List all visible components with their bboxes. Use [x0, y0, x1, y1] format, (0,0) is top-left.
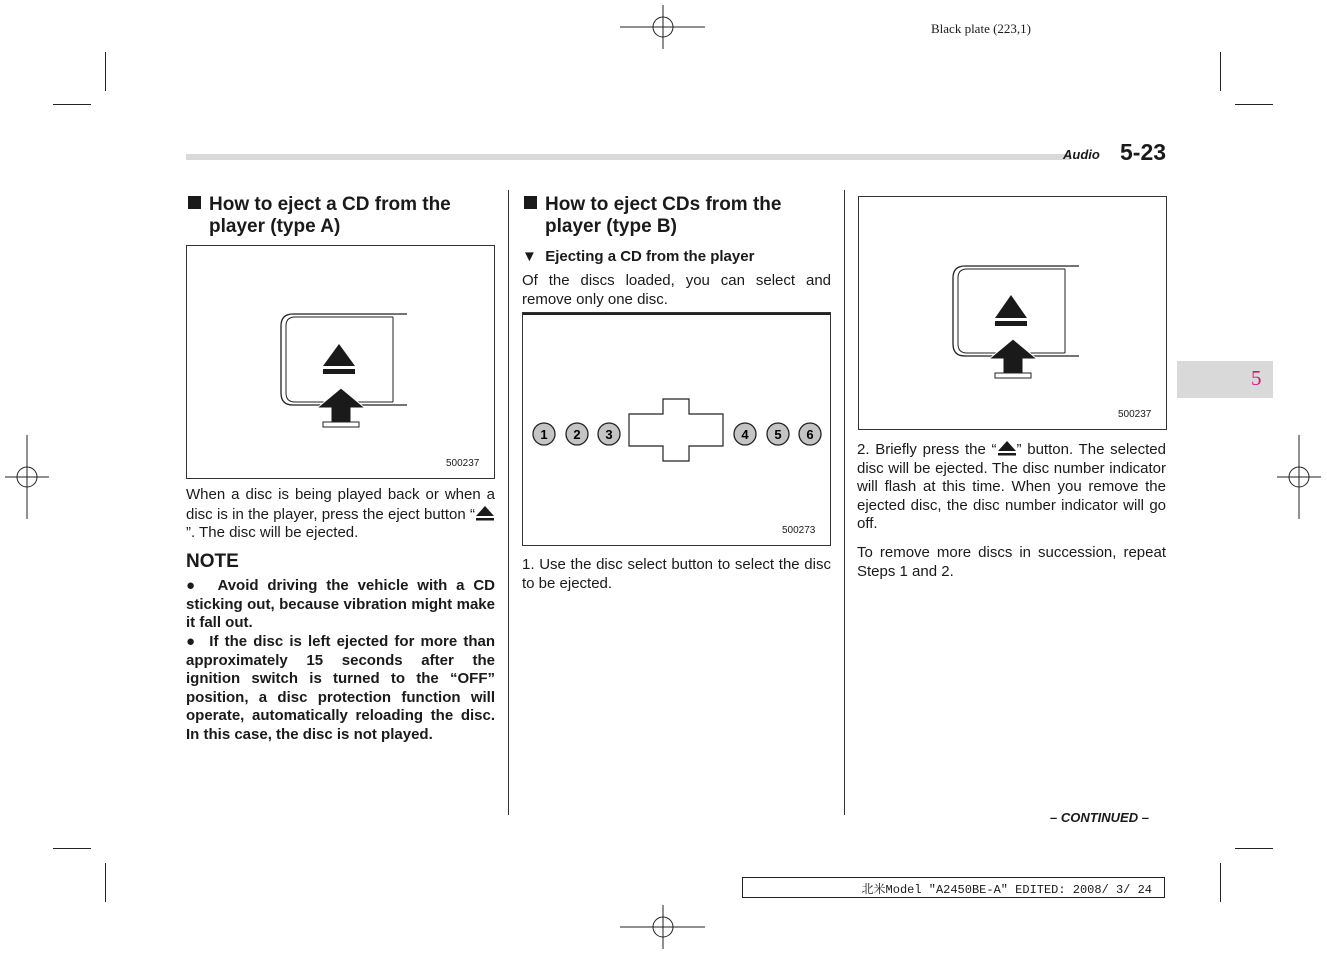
note-item: ● Avoid driving the vehicle with a CD sticking out, because vibration might make it fall out.: [186, 577, 495, 631]
eject-icon: [475, 505, 495, 521]
subheading: ▼ Ejecting a CD from the player: [522, 248, 755, 265]
disc-select-button-3[interactable]: [598, 423, 620, 445]
section-heading-type-b: How to eject CDs from the player (type B): [524, 194, 834, 238]
plate-label: Black plate (223,1): [931, 21, 1031, 36]
eject-button-illustration: [859, 197, 1166, 429]
figure-code: 500237: [446, 458, 480, 469]
eject-button-illustration: [187, 246, 494, 478]
chapter-tab: [1177, 361, 1273, 398]
footer-edit-info: 北米Model "A2450BE-A" EDITED: 2008/ 3/ 24: [742, 877, 1165, 898]
disc-number-label: 2: [573, 427, 581, 442]
disc-number-label: 5: [774, 427, 782, 442]
column-divider: [844, 190, 845, 815]
eject-icon: [995, 295, 1027, 326]
note-title: NOTE: [186, 551, 239, 572]
square-bullet-icon: [188, 196, 201, 209]
disc-select-button-5[interactable]: [767, 423, 789, 445]
figure-code: 500273: [782, 525, 816, 536]
step-2-text: 2. Briefly press the “ ” button. The selected disc will be ejected. The disc number indicator will flash at this time. When you remove the ejected disc, the disc number indicator will go off.: [857, 441, 1166, 532]
eject-icon: [323, 344, 355, 374]
continued-label: – CONTINUED –: [1050, 810, 1149, 825]
disc-select-panel: [523, 313, 830, 545]
column-divider: [508, 190, 509, 815]
section-heading-type-a: How to eject a CD from the player (type A): [188, 194, 498, 238]
disc-select-button-1[interactable]: [533, 423, 555, 445]
intro-text: Of the discs loaded, you can select and remove only one disc.: [522, 272, 831, 308]
disc-number-label: 3: [605, 427, 613, 442]
press-arrow-icon: [989, 339, 1037, 378]
header-bar: [186, 154, 1070, 160]
disc-number-label: 1: [540, 427, 548, 442]
step-1-text: 1. Use the disc select button to select the disc to be ejected.: [522, 556, 831, 592]
note-item: ● If the disc is left ejected for more than approximately 15 seconds after the ignition switch is turned to the “OFF” position, a disc protection function will operate, automatically reloading the disc. In this case, the disc is not played.: [186, 633, 495, 743]
chapter-number: 5: [1251, 366, 1262, 390]
disc-select-button-6[interactable]: [799, 423, 821, 445]
press-arrow-icon: [317, 388, 365, 427]
repeat-steps-text: To remove more discs in succession, repeat Steps 1 and 2.: [857, 544, 1166, 580]
disc-select-figure: [522, 312, 831, 546]
eject-button-figure: [186, 245, 495, 479]
disc-select-button-2[interactable]: [566, 423, 588, 445]
disc-select-button-4[interactable]: [734, 423, 756, 445]
disc-number-label: 4: [741, 427, 749, 442]
control-pad: [629, 399, 723, 461]
square-bullet-icon: [524, 196, 537, 209]
disc-number-label: 6: [806, 427, 814, 442]
page-number: 5-23: [1120, 139, 1167, 165]
eject-button-figure: [858, 196, 1167, 430]
section-title: Audio: [1063, 147, 1100, 162]
body-text-type-a: When a disc is being played back or when a disc is in the player, press the eject button “”. The disc will be ejected.: [186, 486, 495, 541]
figure-code: 500237: [1118, 409, 1152, 420]
eject-icon: [997, 440, 1017, 456]
triangle-bullet-icon: ▼: [522, 248, 537, 265]
